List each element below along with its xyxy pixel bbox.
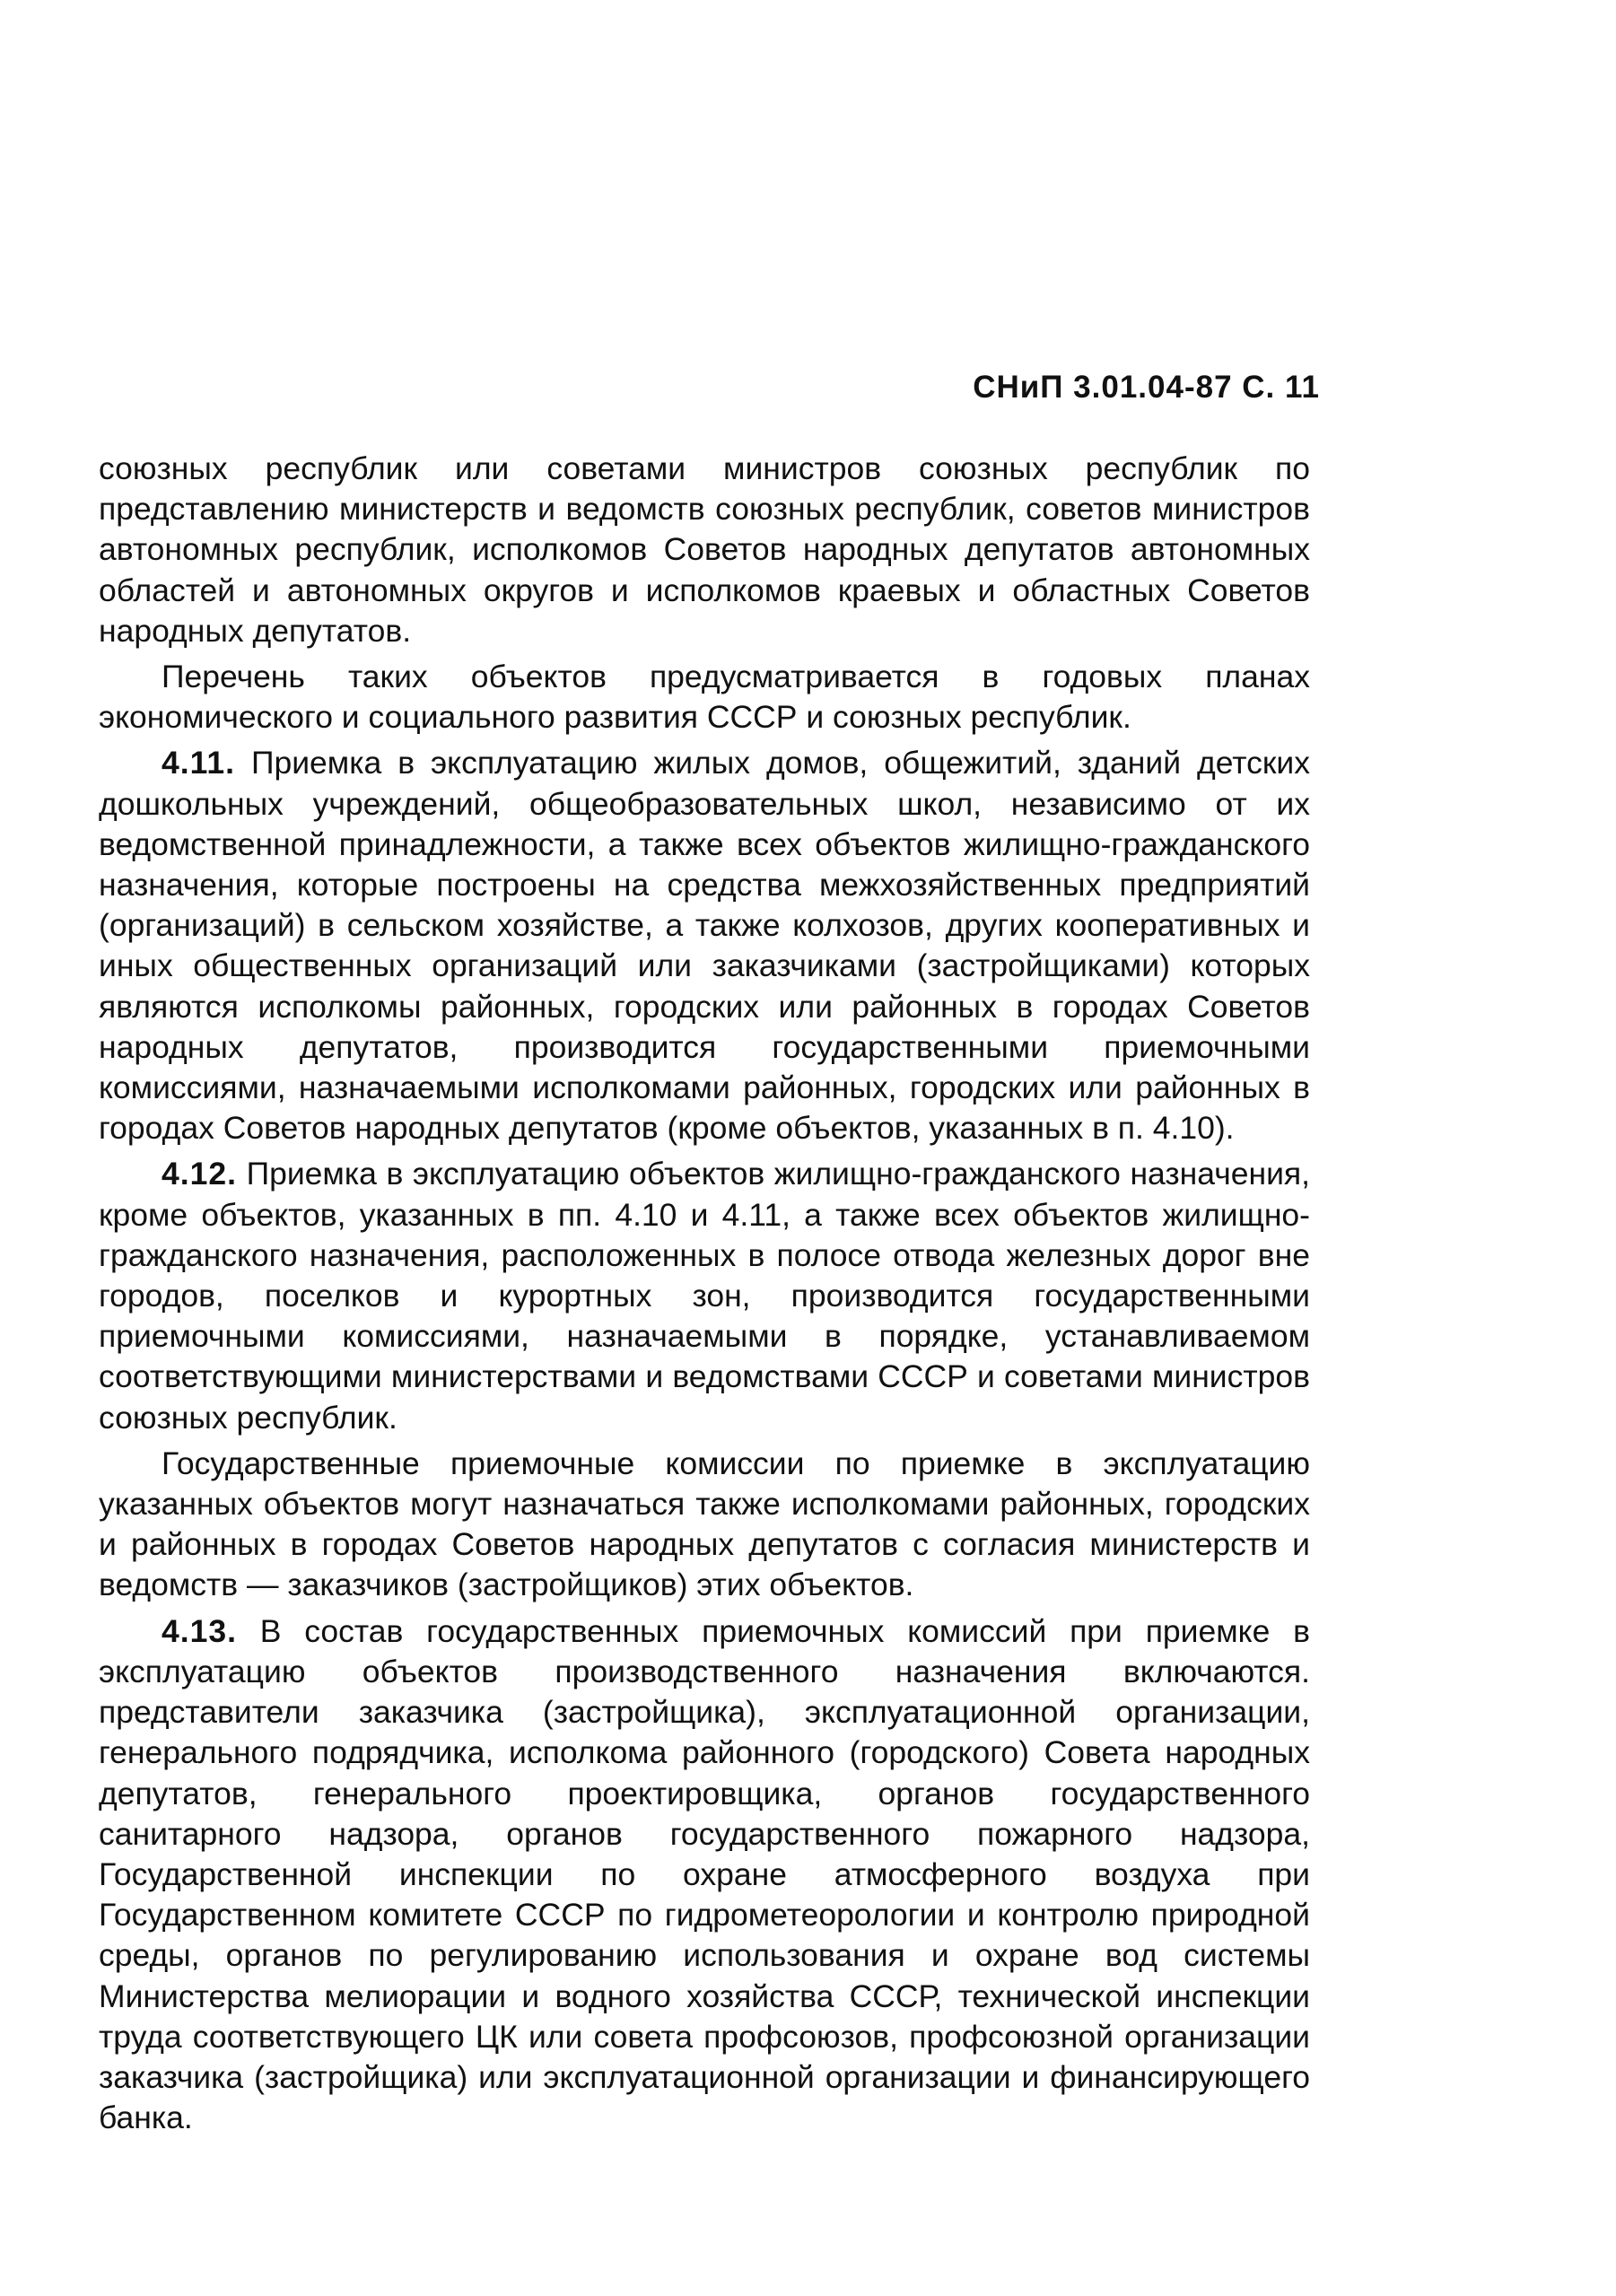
clause-4-12	[99, 1154, 1310, 1437]
paragraph-commissions	[99, 1444, 1310, 1606]
clause-text: Приемка в эксплуатацию объектов жилищно-гражданского назначения, кроме объектов, указанных в пп. 4.10 и 4.11, а также всех объектов жилищно-гражданского назначения, расположенных в полосе отвода железных дорог вне городов, поселков и курортных зон, производится государственными приемочными комиссиями, назначаемыми в порядке, устанавливаемом соответствующими министерствами и ведомствами СССР и советами министров союзных республик.	[99, 1156, 1310, 1436]
paragraph-continued	[99, 449, 1310, 651]
clause-4-13	[99, 1611, 1310, 2139]
paragraph-text: союзных республик или советами министров союзных республик по представлению министерств и ведомств союзных республик, советов министров автономных республик, исполкомов Советов народных депутатов автономных областей и автономных округов и исполкомов краевых и областных Советов народных депутатов.	[99, 450, 1310, 649]
paragraph-text: Государственные приемочные комиссии по приемке в эксплуатацию указанных объектов могут назначаться также исполкомами районных, городских и районных в городах Советов народных депутатов с согласия министерств и ведомств — заказчиков (застройщиков) этих объектов.	[99, 1445, 1310, 1603]
document-body	[99, 449, 1310, 2143]
clause-text: В состав государственных приемочных комиссий при приемке в эксплуатацию объектов производственного назначения включаются. представители заказчика (застройщика), эксплуатационной организации, генерального подрядчика, исполкома районного (городского) Совета народных депутатов, генерального проектировщика, органов государственного санитарного надзора, органов государственного пожарного надзора, Государственной инспекции по охране атмосферного воздуха при Государственном комитете СССР по гидрометеорологии и контролю природной среды, органов по регулированию использования и охране вод системы Министерства мелиорации и водного хозяйства СССР, технической инспекции труда соответствующего ЦК или совета профсоюзов, профсоюзной организации заказчика (застройщика) или эксплуатационной организации и финансирующего банка.	[99, 1612, 1310, 2136]
paragraph-object-list	[99, 657, 1310, 738]
clause-number: 4.11.	[162, 745, 235, 781]
clause-4-11	[99, 743, 1310, 1148]
paragraph-text: Перечень таких объектов предусматривается в годовых планах экономического и социального развития СССР и союзных республик.	[99, 659, 1310, 736]
clause-number: 4.13.	[162, 1612, 237, 1649]
clause-text: Приемка в эксплуатацию жилых домов, общежитий, зданий детских дошкольных учреждений, общеобразовательных школ, независимо от их ведомственной принадлежности, а также всех объектов жилищно-гражданского назначения, которые построены на средства межхозяйственных предприятий (организаций) в сельском хозяйстве, а также колхозов, других кооперативных и иных общественных организаций или заказчиками (застройщиками) которых являются исполкомы районных, городских или районных в городах Советов народных депутатов, производится государственными приемочными комиссиями, назначаемыми исполкомами районных, городских или районных в городах Советов народных депутатов (кроме объектов, указанных в п. 4.10).	[99, 745, 1310, 1147]
running-head: СНиП 3.01.04-87 С. 11	[973, 370, 1320, 405]
clause-number: 4.12.	[162, 1156, 237, 1192]
